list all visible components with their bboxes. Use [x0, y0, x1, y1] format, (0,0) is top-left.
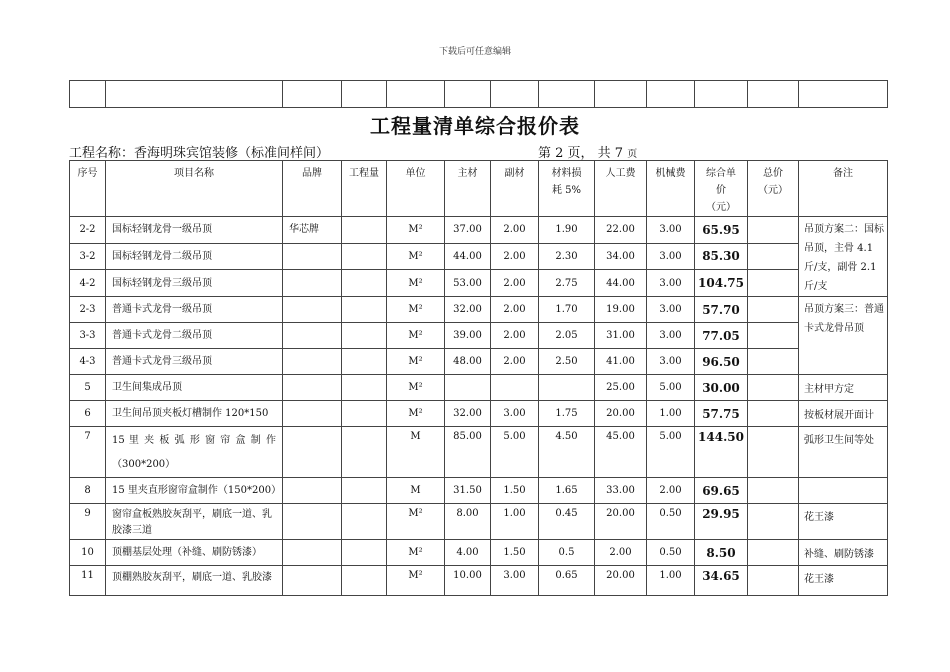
header-aux-material: 副材 — [491, 161, 539, 217]
page-text: 第 2 页， 共 7 — [538, 146, 628, 161]
cell-machine: 2.00 — [647, 478, 695, 504]
table-row — [70, 243, 888, 270]
cell-aux: 2.00 — [491, 297, 539, 323]
table-row — [70, 504, 888, 540]
cell-labor: 44.00 — [595, 270, 647, 297]
cell-loss: 2.05 — [539, 323, 595, 349]
header-material-loss — [539, 161, 595, 217]
cell-total — [748, 478, 799, 504]
download-watermark: 下载后可任意编辑 — [438, 47, 511, 57]
cell-name: 卫生间吊顶夹板灯槽制作 120*150 — [106, 401, 283, 427]
cell-aux: 2.00 — [491, 217, 539, 244]
cell-unit-price: 144.50 — [695, 427, 748, 478]
cell-brand — [283, 566, 342, 596]
cell-machine: 5.00 — [647, 375, 695, 401]
cell-brand — [283, 504, 342, 540]
cell-seq: 5 — [70, 375, 106, 401]
cell-machine: 3.00 — [647, 323, 695, 349]
cell-qty — [342, 297, 387, 323]
cell-name-line2: （300*200） — [112, 459, 176, 470]
cell-seq: 10 — [70, 540, 106, 566]
cell-loss: 1.70 — [539, 297, 595, 323]
cell-note-group-light-steel: 吊顶方案二：国标吊顶，主骨 4.1 斤/支，副骨 2.1 斤/支 — [799, 217, 888, 297]
cell-total — [748, 349, 799, 375]
cell-machine: 1.00 — [647, 401, 695, 427]
cell-labor: 22.00 — [595, 217, 647, 244]
header-row — [70, 161, 888, 217]
cell-name: 顶棚基层处理（补缝、刷防锈漆） — [106, 540, 283, 566]
cell-total — [748, 540, 799, 566]
cell-loss: 2.30 — [539, 243, 595, 270]
cell-unit-price: 57.70 — [695, 297, 748, 323]
cell-unit: M² — [387, 566, 445, 596]
cell-unit: M² — [387, 270, 445, 297]
cell-machine: 3.00 — [647, 217, 695, 244]
cell-main: 53.00 — [445, 270, 491, 297]
table-row — [70, 478, 888, 504]
cell-main: 44.00 — [445, 243, 491, 270]
cell-name: 国标轻钢龙骨三级吊顶 — [106, 270, 283, 297]
cell-unit: M² — [387, 349, 445, 375]
cell-note — [799, 478, 888, 504]
header-unit-price — [695, 161, 748, 217]
cell-machine: 3.00 — [647, 297, 695, 323]
cell-aux: 1.50 — [491, 478, 539, 504]
header-note: 备注 — [799, 161, 888, 217]
cell-labor: 19.00 — [595, 297, 647, 323]
cell-loss: 1.65 — [539, 478, 595, 504]
cell-loss: 2.50 — [539, 349, 595, 375]
cell-main: 39.00 — [445, 323, 491, 349]
cell-brand — [283, 297, 342, 323]
cell-main — [445, 375, 491, 401]
cell-name-line1: 15 里 夹 板 弧 形 窗 帘 盒 制 作 — [112, 435, 276, 446]
cell-unit: M — [387, 427, 445, 478]
header-machine: 机械费 — [647, 161, 695, 217]
cell-unit-price: 104.75 — [695, 270, 748, 297]
cell-total — [748, 217, 799, 244]
header-total — [748, 161, 799, 217]
report-title: 工程量清单综合报价表 — [370, 114, 580, 138]
cell-main: 48.00 — [445, 349, 491, 375]
cell-unit: M² — [387, 297, 445, 323]
cell-unit: M — [387, 478, 445, 504]
header-price-line1: 综合单 — [706, 168, 736, 179]
table-row — [70, 375, 888, 401]
cell-unit: M² — [387, 401, 445, 427]
previous-page-table-tail — [69, 80, 888, 108]
cell-aux: 2.00 — [491, 270, 539, 297]
cell-seq: 11 — [70, 566, 106, 596]
cell-main: 8.00 — [445, 504, 491, 540]
cell-qty — [342, 375, 387, 401]
cell-qty — [342, 270, 387, 297]
project-name-line — [69, 142, 329, 161]
header-name: 项目名称 — [106, 161, 283, 217]
cell-note: 花王漆 — [799, 566, 888, 596]
cell-seq: 2-3 — [70, 297, 106, 323]
cell-unit: M² — [387, 375, 445, 401]
cell-name: 普通卡式龙骨三级吊顶 — [106, 349, 283, 375]
cell-note: 补缝、刷防锈漆 — [799, 540, 888, 566]
cell-aux — [491, 375, 539, 401]
cell-loss: 0.5 — [539, 540, 595, 566]
cell-main: 85.00 — [445, 427, 491, 478]
header-loss-line1: 材料损 — [551, 168, 582, 179]
cell-qty — [342, 217, 387, 244]
cell-unit-price: 77.05 — [695, 323, 748, 349]
cell-unit-price: 96.50 — [695, 349, 748, 375]
cell-total — [748, 243, 799, 270]
quotation-table — [69, 160, 888, 596]
cell-seq: 3-3 — [70, 323, 106, 349]
cell-unit-price: 8.50 — [695, 540, 748, 566]
cell-brand — [283, 427, 342, 478]
cell-machine: 3.00 — [647, 243, 695, 270]
cell-labor: 41.00 — [595, 349, 647, 375]
cell-qty — [342, 504, 387, 540]
cell-aux: 3.00 — [491, 566, 539, 596]
cell-name — [106, 427, 283, 478]
cell-qty — [342, 566, 387, 596]
cell-brand — [283, 478, 342, 504]
cell-name — [106, 504, 283, 540]
cell-qty — [342, 478, 387, 504]
cell-unit-price: 57.75 — [695, 401, 748, 427]
cell-main: 37.00 — [445, 217, 491, 244]
cell-seq: 4-3 — [70, 349, 106, 375]
cell-loss: 4.50 — [539, 427, 595, 478]
cell-machine: 1.00 — [647, 566, 695, 596]
cell-machine: 5.00 — [647, 427, 695, 478]
cell-brand — [283, 323, 342, 349]
cell-name: 卫生间集成吊顶 — [106, 375, 283, 401]
cell-total — [748, 323, 799, 349]
empty-row — [70, 81, 888, 108]
header-qty: 工程量 — [342, 161, 387, 217]
cell-labor: 20.00 — [595, 401, 647, 427]
header-main-material: 主材 — [445, 161, 491, 217]
cell-total — [748, 566, 799, 596]
cell-total — [748, 297, 799, 323]
cell-unit-price: 69.65 — [695, 478, 748, 504]
cell-labor: 33.00 — [595, 478, 647, 504]
cell-loss: 2.75 — [539, 270, 595, 297]
cell-aux: 3.00 — [491, 401, 539, 427]
cell-machine: 0.50 — [647, 504, 695, 540]
header-total-line2: （元） — [758, 185, 788, 196]
cell-unit: M² — [387, 323, 445, 349]
cell-aux: 1.00 — [491, 504, 539, 540]
cell-brand — [283, 540, 342, 566]
cell-name: 普通卡式龙骨二级吊顶 — [106, 323, 283, 349]
project-name: 香海明珠宾馆装修（标准间样间） — [134, 146, 330, 161]
cell-unit-price: 30.00 — [695, 375, 748, 401]
header-brand: 品牌 — [283, 161, 342, 217]
cell-total — [748, 504, 799, 540]
cell-total — [748, 401, 799, 427]
cell-labor: 31.00 — [595, 323, 647, 349]
cell-seq: 8 — [70, 478, 106, 504]
header-price-line3: （元） — [706, 202, 736, 213]
table-row — [70, 540, 888, 566]
cell-aux: 2.00 — [491, 349, 539, 375]
header-price-line2: 价 — [716, 185, 726, 196]
cell-seq: 7 — [70, 427, 106, 478]
cell-note: 花王漆 — [799, 504, 888, 540]
table-row — [70, 323, 888, 349]
header-seq: 序号 — [70, 161, 106, 217]
table-row — [70, 270, 888, 297]
cell-machine: 3.00 — [647, 270, 695, 297]
header-total-line1: 总价 — [763, 168, 783, 179]
cell-qty — [342, 540, 387, 566]
cell-aux: 2.00 — [491, 323, 539, 349]
cell-qty — [342, 323, 387, 349]
cell-total — [748, 270, 799, 297]
cell-loss: 0.65 — [539, 566, 595, 596]
table-row — [70, 217, 888, 244]
cell-name: 普通卡式龙骨一级吊顶 — [106, 297, 283, 323]
cell-seq: 6 — [70, 401, 106, 427]
header-unit: 单位 — [387, 161, 445, 217]
cell-qty — [342, 349, 387, 375]
page-unit: 页 — [627, 149, 638, 160]
cell-unit-price: 29.95 — [695, 504, 748, 540]
cell-name-line1: 窗帘盒板熟胶灰刮平，刷底一道、乳 — [112, 509, 272, 520]
cell-main: 31.50 — [445, 478, 491, 504]
cell-aux: 5.00 — [491, 427, 539, 478]
cell-machine: 3.00 — [647, 349, 695, 375]
cell-main: 32.00 — [445, 297, 491, 323]
project-label: 工程名称： — [69, 146, 135, 161]
cell-unit-price: 34.65 — [695, 566, 748, 596]
cell-seq: 2-2 — [70, 217, 106, 244]
cell-brand — [283, 270, 342, 297]
cell-name: 国标轻钢龙骨二级吊顶 — [106, 243, 283, 270]
cell-brand — [283, 375, 342, 401]
cell-labor: 20.00 — [595, 504, 647, 540]
header-loss-line2: 耗 5% — [551, 185, 582, 196]
cell-brand — [283, 349, 342, 375]
cell-unit-price: 85.30 — [695, 243, 748, 270]
cell-qty — [342, 243, 387, 270]
cell-labor: 25.00 — [595, 375, 647, 401]
cell-loss — [539, 375, 595, 401]
cell-labor: 2.00 — [595, 540, 647, 566]
cell-note: 主材甲方定 — [799, 375, 888, 401]
cell-name: 15 里夹直形窗帘盒制作（150*200） — [106, 478, 283, 504]
cell-name: 国标轻钢龙骨一级吊顶 — [106, 217, 283, 244]
cell-note-group-card-type: 吊顶方案三：普通卡式龙骨吊顶 — [799, 297, 888, 375]
cell-loss: 1.90 — [539, 217, 595, 244]
cell-brand — [283, 243, 342, 270]
cell-unit-price: 65.95 — [695, 217, 748, 244]
cell-aux: 2.00 — [491, 243, 539, 270]
cell-qty — [342, 427, 387, 478]
cell-labor: 20.00 — [595, 566, 647, 596]
cell-labor: 34.00 — [595, 243, 647, 270]
cell-loss: 1.75 — [539, 401, 595, 427]
table-row — [70, 427, 888, 478]
table-row — [70, 297, 888, 323]
page-indicator — [538, 142, 637, 161]
cell-unit: M² — [387, 243, 445, 270]
cell-note: 按板材展开面计 — [799, 401, 888, 427]
cell-brand: 华芯牌 — [283, 217, 342, 244]
cell-unit: M² — [387, 504, 445, 540]
cell-seq: 3-2 — [70, 243, 106, 270]
table-row — [70, 566, 888, 596]
cell-name-line2: 胶漆三道 — [112, 525, 152, 536]
cell-seq: 4-2 — [70, 270, 106, 297]
cell-aux: 1.50 — [491, 540, 539, 566]
cell-labor: 45.00 — [595, 427, 647, 478]
header-labor: 人工费 — [595, 161, 647, 217]
cell-seq: 9 — [70, 504, 106, 540]
table-row — [70, 401, 888, 427]
cell-note: 弧形卫生间等处 — [799, 427, 888, 478]
cell-total — [748, 427, 799, 478]
cell-total — [748, 375, 799, 401]
cell-unit: M² — [387, 217, 445, 244]
table-row — [70, 349, 888, 375]
cell-qty — [342, 401, 387, 427]
cell-name: 顶棚熟胶灰刮平，刷底一道、乳胶漆 — [106, 566, 283, 596]
cell-main: 32.00 — [445, 401, 491, 427]
cell-loss: 0.45 — [539, 504, 595, 540]
cell-brand — [283, 401, 342, 427]
cell-main: 4.00 — [445, 540, 491, 566]
cell-machine: 0.50 — [647, 540, 695, 566]
cell-unit: M² — [387, 540, 445, 566]
cell-main: 10.00 — [445, 566, 491, 596]
